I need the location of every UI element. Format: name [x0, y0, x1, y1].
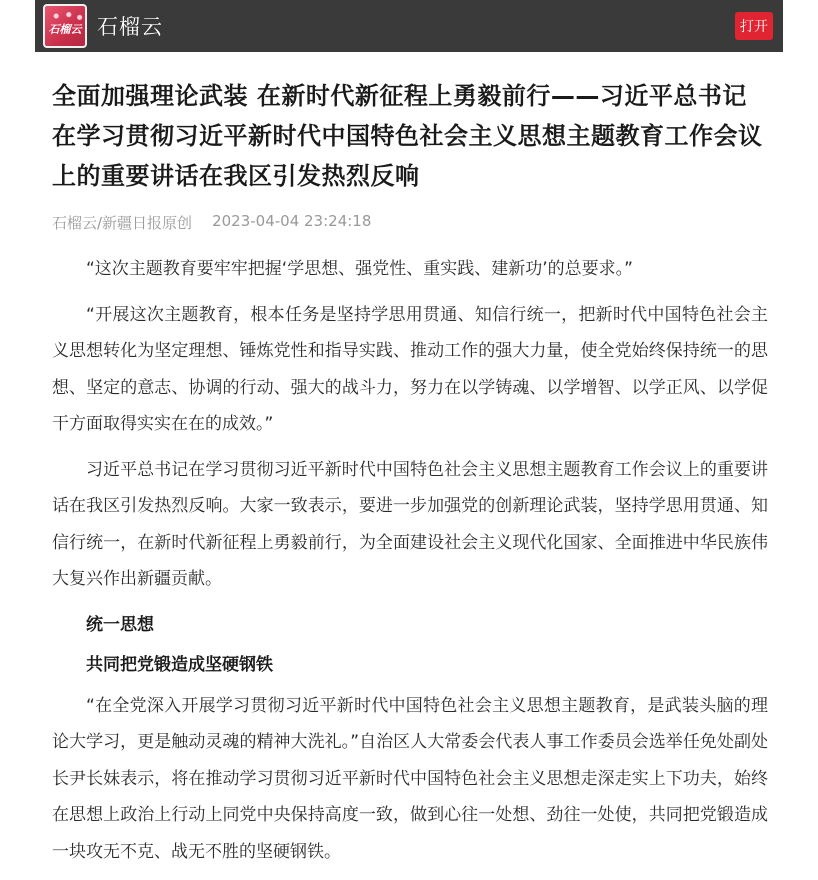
paragraph-body-1: “在全党深入开展学习贯彻习近平新时代中国特色社会主义思想主题教育，是武装头脑的理论大学习，更是触动灵魂的精神大洗礼。”自治区人大常委会代表人事工作委员会选举任免处副处长尹长妹表示，将在推动学习贯彻习近平新时代中国特色社会主义思想走深走实上下功夫，始终在思想上政治上行动上同党中央保持高度一致，做到心往一处想、劲往一处使，共同把党锻造成一块攻无不克、战无不胜的坚硬钢铁。 [52, 695, 768, 862]
article-body [52, 251, 768, 870]
paragraph-quote-2: “开展这次主题教育，根本任务是坚持学思用贯通、知信行统一，把新时代中国特色社会主义思想转化为坚定理想、锤炼党性和指导实践、推动工作的强大力量，使全党始终保持统一的思想、坚定的意志、协调的行动、强大的战斗力，努力在以学铸魂、以学增智、以学正风、以学促干方面取得实实在在的成效。” [52, 304, 768, 434]
app-name: 石榴云 [97, 15, 163, 39]
article [52, 76, 768, 879]
paragraph-quote-1: “这次主题教育要牢牢把握‘学思想、强党性、重实践、建新功’的总要求。” [86, 259, 633, 279]
article-datetime: 2023-04-04 23:24:18 [212, 212, 372, 230]
logo-text: 石榴云 [48, 23, 82, 36]
paragraph-intro: 习近平总书记在学习贯彻习近平新时代中国特色社会主义思想主题教育工作会议上的重要讲话在我区引发热烈反响。大家一致表示，要进一步加强党的创新理论武装，坚持学思用贯通、知信行统一，在新时代新征程上勇毅前行，为全面建设社会主义现代化国家、全面推进中华民族伟大复兴作出新疆贡献。 [52, 459, 768, 589]
article-meta [52, 212, 768, 233]
section-heading: 统一思想 [86, 614, 154, 635]
article-source: 石榴云/新疆日报原创 [52, 214, 193, 232]
open-app-button[interactable]: 打开 [735, 12, 773, 40]
app-header-bar [35, 0, 783, 52]
article-title: 全面加强理论武装 在新时代新征程上勇毅前行——习近平总书记在学习贯彻习近平新时代中国特色社会主义思想主题教育工作会议上的重要讲话在我区引发热烈反响 [52, 82, 763, 190]
shiliuyun-logo[interactable] [43, 4, 87, 48]
section-subheading: 共同把党锻造成坚硬钢铁 [86, 655, 273, 675]
